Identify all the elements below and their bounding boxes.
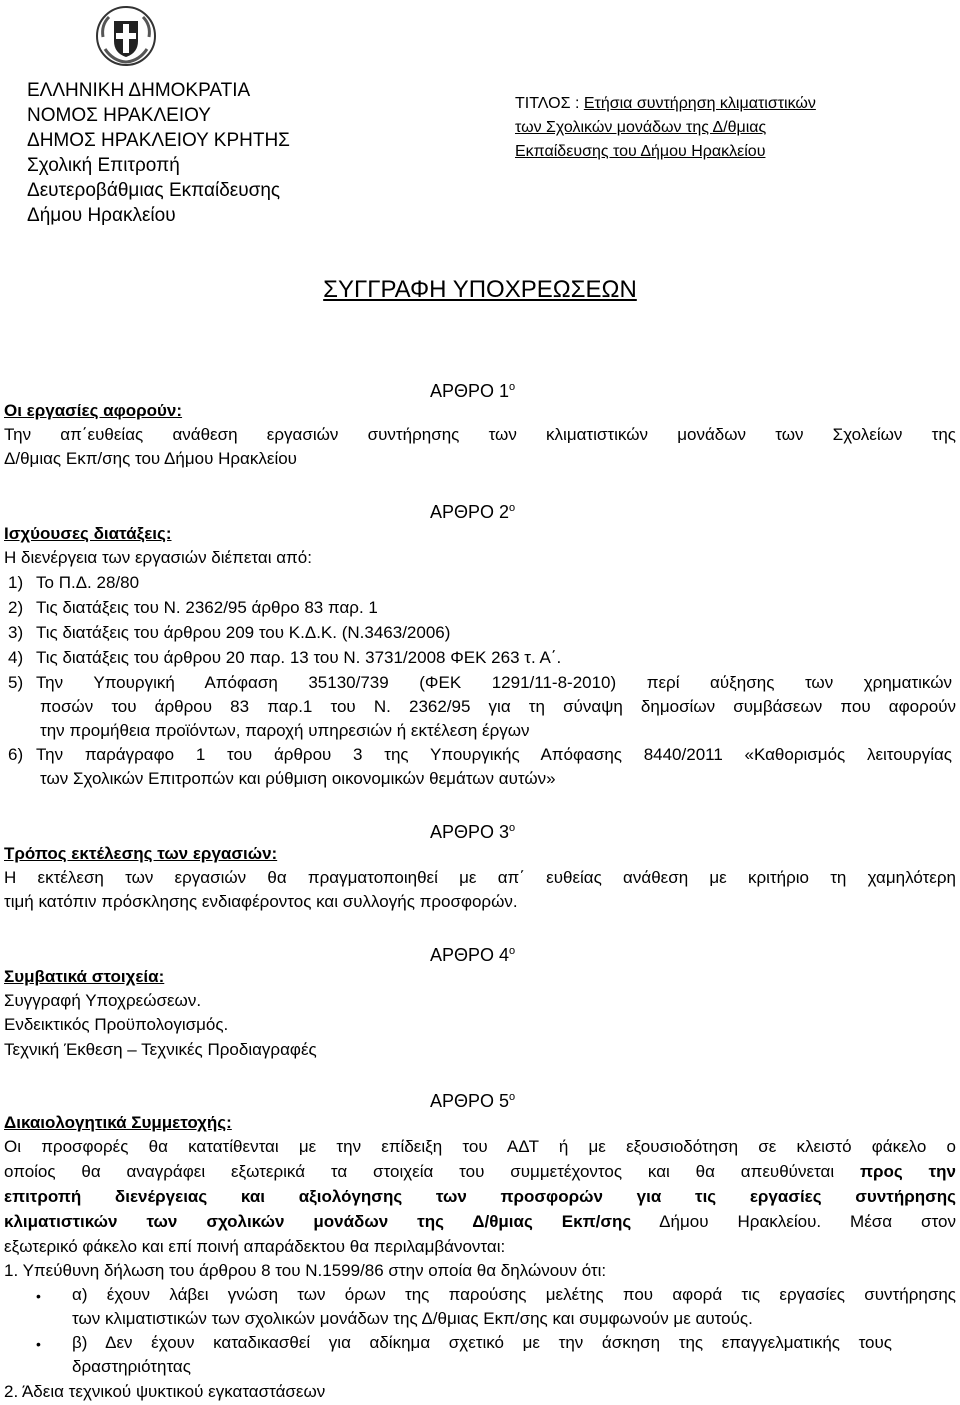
article-intro: Η διενέργεια των εργασιών διέπεται από: xyxy=(4,548,312,567)
article-text-line: οποίος θα αναγράφει εξωτερικά τα στοιχεία του συμμετέχοντος και θα απευθύνεται προς την xyxy=(4,1162,956,1181)
article-text-line: Οι προσφορές θα κατατίθενται με την επίδειξη του ΑΔΤ ή με εξουσιοδότηση σε κλειστό φάκελο ο xyxy=(4,1137,956,1156)
article-heading: ΑΡΘΡΟ $4^o$ xyxy=(430,945,516,965)
article-heading: ΑΡΘΡΟ $1^o$ xyxy=(430,381,516,401)
article-subheading: Συμβατικά στοιχεία: xyxy=(4,967,165,986)
issuer-block xyxy=(27,78,290,228)
bullet-item: α) έχουν λάβει γνώση των όρων της παρούσης μελέτης που αφορά τις εργασίες συντήρησης xyxy=(72,1285,956,1304)
document-title: ΣΥΓΓΡΑΦΗ ΥΠΟΧΡΕΩΣΕΩΝ xyxy=(323,276,637,303)
issuer-line: ΝΟΜΟΣ ΗΡΑΚΛΕΙΟΥ xyxy=(27,105,211,126)
issuer-line: Δευτεροβάθμιας Εκπαίδευσης xyxy=(27,180,281,201)
greek-emblem-icon xyxy=(95,5,157,67)
article-subheading: Οι εργασίες αφορούν: xyxy=(4,401,183,420)
bullet-icon: • xyxy=(36,1336,41,1352)
article-text-line: εξωτερικό φάκελο και επί ποινή απαράδεκτου θα περιλαμβάνονται: xyxy=(4,1237,506,1256)
title-label: ΤΙΤΛΟΣ xyxy=(515,95,571,112)
list-item: 1) Το Π.Δ. 28/80 xyxy=(8,573,140,592)
list-item: 3) Τις διατάξεις του άρθρου 209 του Κ.Δ.Κ. (Ν.3463/2006) xyxy=(8,623,451,642)
article-text-line: κλιματιστικών των σχολικών μονάδων της Δ/θμιας Εκπ/σης Δήμου Ηρακλείου. Μέσα στον xyxy=(4,1212,956,1231)
list-item: 5) Την Υπουργική Απόφαση 35130/739 (ΦΕΚ 1291/11-8-2010) περί αύξησης των χρηματικών xyxy=(8,673,952,692)
article-text-line: Η εκτέλεση των εργασιών θα πραγματοποιηθεί με απ΄ ευθείας ανάθεση με κριτήριο τη χαμηλότερη xyxy=(4,868,956,887)
article-text-line: Ενδεικτικός Προϋπολογισμός. xyxy=(4,1015,229,1034)
list-item: 2) Τις διατάξεις του Ν. 2362/95 άρθρο 83 παρ. 1 xyxy=(8,598,378,617)
article-heading: ΑΡΘΡΟ $2^o$ xyxy=(430,502,516,522)
project-title-line: Εκπαίδευσης του Δήμου Ηρακλείου xyxy=(515,143,766,160)
bullet-item: β) Δεν έχουν καταδικασθεί για αδίκημα σχετικό με την άσκηση της επαγγελματικής τους xyxy=(72,1333,892,1352)
list-item-continuation: των Σχολικών Επιτροπών και ρύθμιση οικονομικών θεμάτων αυτών» xyxy=(40,769,556,788)
list-item: 6) Την παράγραφο 1 του άρθρου 3 της Υπουργικής Απόφασης 8440/2011 «Καθορισμός λειτουργίας xyxy=(8,745,952,764)
issuer-line: Σχολική Επιτροπή xyxy=(27,155,180,176)
project-title-line: Ετήσια συντήρηση κλιματιστικών xyxy=(583,95,816,112)
list-item: 4) Τις διατάξεις του άρθρου 20 παρ. 13 του Ν. 3731/2008 ΦΕΚ 263 τ. Α΄. xyxy=(8,648,562,667)
project-title-block xyxy=(515,92,816,164)
title-separator: : xyxy=(570,95,584,112)
list-item-continuation: ποσών του άρθρου 83 παρ.1 του Ν. 2362/95 για τη σύναψη δημοσίων συμβάσεων που αφορούν xyxy=(40,697,956,716)
article-heading: ΑΡΘΡΟ $3^o$ xyxy=(430,822,516,842)
article-text-line: Συγγραφή Υποχρεώσεων. xyxy=(4,991,202,1010)
list-item-continuation: την προμήθεια προϊόντων, παροχή υπηρεσιών ή εκτέλεση έργων xyxy=(40,721,530,740)
article-text-line: επιτροπή διενέργειας και αξιολόγησης των προσφορών για τις εργασίες συντήρησης xyxy=(4,1187,956,1206)
article-text-line: Δ/θμιας Εκπ/σης του Δήμου Ηρακλείου xyxy=(4,449,297,468)
article-subheading: Τρόπος εκτέλεσης των εργασιών: xyxy=(4,844,278,863)
article-text-line: Τεχνική Έκθεση – Τεχνικές Προδιαγραφές xyxy=(4,1040,317,1059)
article-text-line: Την απ΄ευθείας ανάθεση εργασιών συντήρησης των κλιματιστικών μονάδων των Σχολείων της xyxy=(4,425,956,444)
article-heading: ΑΡΘΡΟ $5^o$ xyxy=(430,1091,516,1111)
list-item: 1. Υπεύθυνη δήλωση του άρθρου 8 του Ν.1599/86 στην οποία θα δηλώνουν ότι: xyxy=(4,1261,607,1280)
bullet-item-continuation: των κλιματιστικών των σχολικών μονάδων της Δ/θμιας Εκπ/σης και συμφωνούν με αυτούς. xyxy=(72,1309,753,1328)
article-subheading: Ισχύουσες διατάξεις: xyxy=(4,524,172,543)
issuer-line: ΔΗΜΟΣ ΗΡΑΚΛΕΙΟΥ ΚΡΗΤΗΣ xyxy=(27,130,290,151)
issuer-line: Δήμου Ηρακλείου xyxy=(27,205,176,226)
article-subheading: Δικαιολογητικά Συμμετοχής: xyxy=(4,1113,232,1132)
issuer-line: ΕΛΛΗΝΙΚΗ ΔΗΜΟΚΡΑΤΙΑ xyxy=(27,80,251,101)
project-title-line: των Σχολικών μονάδων της Δ/θμιας xyxy=(515,119,767,136)
bullet-icon: • xyxy=(36,1288,41,1304)
bullet-item-continuation: δραστηριότητας xyxy=(72,1357,191,1376)
article-text-line: τιμή κατόπιν πρόσκλησης ενδιαφέροντος και συλλογής προσφορών. xyxy=(4,892,518,911)
list-item: 2. Άδεια τεχνικού ψυκτικού εγκαταστάσεων xyxy=(4,1382,326,1401)
